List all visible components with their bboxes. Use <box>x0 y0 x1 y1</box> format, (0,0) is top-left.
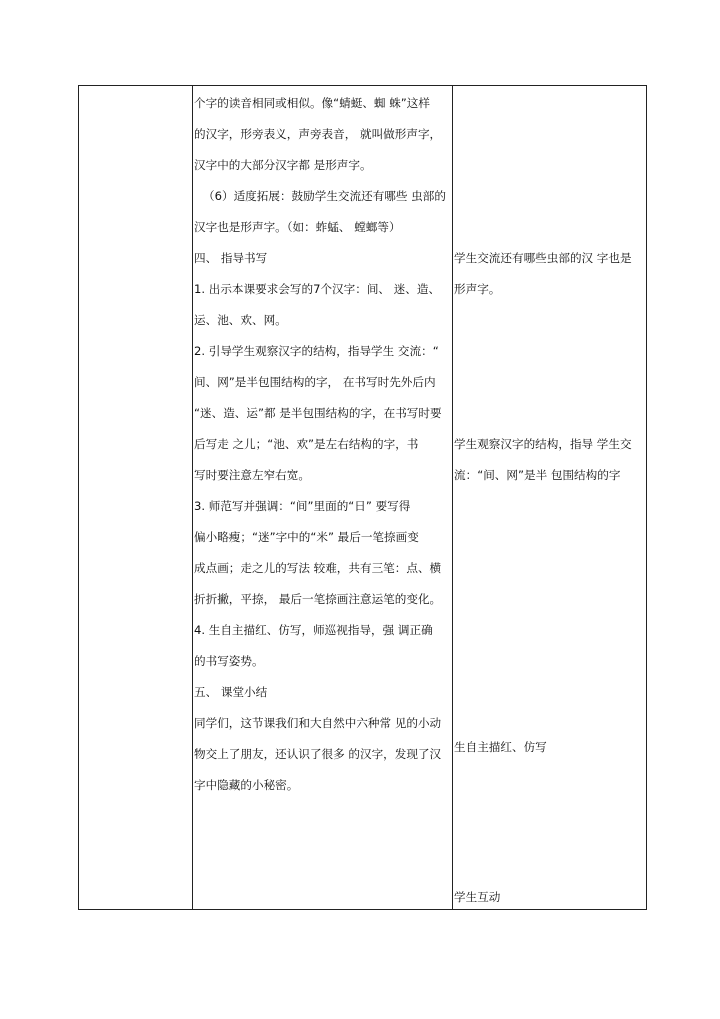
text-line: 后写走 之儿；“池、欢”是左右结构的字，书 <box>194 437 419 451</box>
left-column-empty <box>79 86 192 909</box>
text-line: 偏小略瘦；“迷”字中的“米” 最后一笔捺画变 <box>194 530 419 544</box>
activity-text: 流：“间、网”是半 包围结构的字 <box>454 468 621 482</box>
text-line: 字中隐藏的小秘密。 <box>194 778 299 792</box>
text-line: 1. 出示本课要求会写的7个汉字：间、 迷、造、 <box>194 282 441 296</box>
text-line: 汉字也是形声字。（如：蚱蜢、 螳螂等） <box>194 220 401 234</box>
text-line: 同学们，这节课我们和大自然中六种常 见的小动 <box>194 716 442 730</box>
text-line: （6）适度拓展：鼓励学生交流还有哪些 虫部的 <box>203 189 446 203</box>
activity-text: 生自主描红、仿写 <box>454 740 547 754</box>
activity-text: 形声字。 <box>454 282 501 296</box>
text-line: 物交上了朋友，还认识了很多 的汉字，发现了汉 <box>194 747 442 761</box>
section-heading: 四、 指导书写 <box>194 251 268 265</box>
text-line: 写时要注意左窄右宽。 <box>194 468 310 482</box>
text-line: 成点画；走之儿的写法 较难，共有三笔：点、横 <box>194 561 442 575</box>
section-heading: 五、 课堂小结 <box>194 685 268 699</box>
activity-text: 学生交流还有哪些虫部的汉 字也是 <box>454 251 632 265</box>
text-line: 4. 生自主描红、仿写，师巡视指导，强 调正确 <box>194 623 433 637</box>
lesson-table <box>78 85 647 910</box>
teaching-process-column <box>193 86 452 909</box>
text-line: 的汉字，形旁表义，声旁表音， 就叫做形声字， <box>194 127 442 141</box>
activity-text: 学生观察汉字的结构，指导 学生交 <box>454 437 632 451</box>
student-activity-column <box>453 86 646 909</box>
text-line: 间、网”是半包围结构的字， 在书写时先外后内 <box>194 375 436 389</box>
text-line: 2. 引导学生观察汉字的结构，指导学生 交流：“ <box>194 344 439 358</box>
text-line: “迷、造、运”都 是半包围结构的字，在书写时要 <box>194 406 442 420</box>
text-line: 3. 师范写并强调：“间”里面的“日” 要写得 <box>194 499 411 513</box>
text-line: 运、池、欢、网。 <box>194 313 287 327</box>
activity-text: 学生互动 <box>454 890 501 904</box>
text-line: 汉字中的大部分汉字都 是形声字。 <box>194 158 372 172</box>
text-line: 折折撇，平捺， 最后一笔捺画注意运笔的变化。 <box>194 592 442 606</box>
text-line: 的书写姿势。 <box>194 654 264 668</box>
text-line: 个字的读音相同或相似。像“蜻蜓、蜘 蛛”这样 <box>194 96 430 110</box>
